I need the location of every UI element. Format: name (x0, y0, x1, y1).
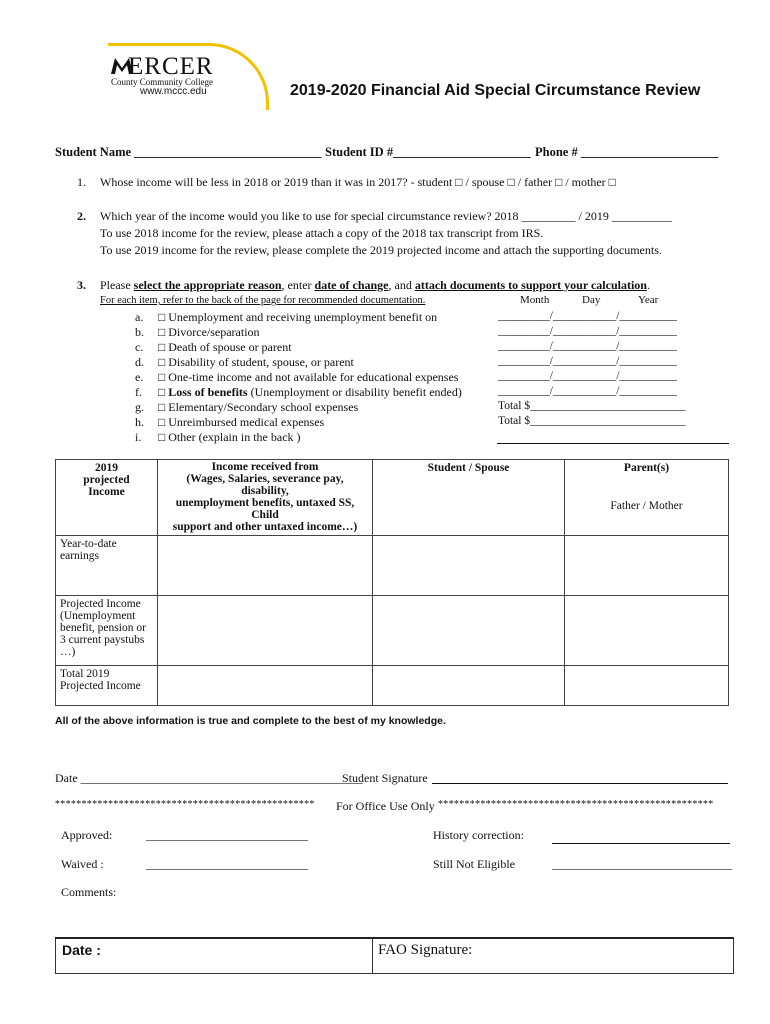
reason-item[interactable] (158, 400, 358, 415)
not-eligible-line[interactable]: ______________________________ (552, 857, 732, 871)
reason-item[interactable] (158, 370, 458, 385)
reason-letter: c. (135, 340, 144, 354)
q2-number: 2. (77, 209, 86, 223)
reason-item[interactable] (158, 430, 301, 445)
waived-line[interactable]: ___________________________ (146, 857, 308, 871)
reason-item[interactable] (158, 340, 292, 355)
income-table (55, 459, 729, 706)
reason-text: □ Unemployment and receiving unemployment benefit on (158, 310, 438, 324)
not-eligible-label: Still Not Eligible (433, 857, 516, 871)
reason-letter: i. (135, 430, 142, 444)
reason-letter: b. (135, 325, 144, 339)
cell-ytd-student[interactable] (373, 536, 565, 596)
office-use-label: For Office Use Only (336, 799, 435, 813)
student-name-field[interactable]: Student Name ______________________________ (55, 145, 322, 159)
reason-text: □ Elementary/Secondary school expenses (158, 400, 359, 414)
date-of-change-line[interactable]: _________/___________/__________ (498, 325, 677, 337)
q2-line3: To use 2019 income for the review, please complete the 2019 projected income and attach the supporting documents. (100, 243, 662, 257)
cell-total-parent[interactable] (565, 666, 729, 706)
reason-text: □ Divorce/separation (158, 325, 260, 339)
date-of-change-line[interactable]: _________/___________/__________ (498, 355, 677, 367)
reason-text: □ Unreimbursed medical expenses (158, 415, 325, 429)
reason-text: □ Death of spouse or parent (158, 340, 292, 354)
table-header-projected: 2019 projected Income (56, 460, 158, 536)
total-amount-line[interactable]: Total $___________________________ (498, 415, 686, 427)
stars-left: ************************************************* (55, 799, 315, 810)
reason-item[interactable] (158, 310, 437, 325)
table-header-parents (565, 460, 729, 536)
q2-line1[interactable]: Which year of the income would you like to use for special circumstance review? 2018 _________ / 2019 __________ (100, 209, 672, 223)
cell-total-student[interactable] (373, 666, 565, 706)
reason-letter: a. (135, 310, 144, 324)
reason-letter: h. (135, 415, 144, 429)
reason-text: □ One-time income and not available for educational expenses (158, 370, 459, 384)
reason-letter: f. (135, 385, 142, 399)
phone-field[interactable]: Phone # ______________________ (535, 145, 719, 159)
logo-subtitle: County Community College (111, 77, 214, 87)
q3-text-3: , enter (281, 278, 315, 292)
cell-ytd-source[interactable] (158, 536, 373, 596)
reason-item[interactable] (158, 385, 462, 400)
cell-projected-parent[interactable] (565, 596, 729, 666)
q1-number: 1. (77, 175, 86, 189)
reason-text: □ Other (explain in the back ) (158, 430, 301, 444)
parents-sublabel: Father / Mother (610, 500, 683, 512)
reason-rule (497, 443, 729, 444)
cell-projected-source[interactable] (158, 596, 373, 666)
row-label-projected: Projected Income (Unemployment benefit, pension or 3 current paystubs …) (56, 596, 158, 666)
q3-instruction (100, 278, 650, 293)
date-of-change-line[interactable]: _________/___________/__________ (498, 310, 677, 322)
attestation: All of the above information is true and complete to the best of my knowledge. (55, 715, 446, 727)
reason-letter: e. (135, 370, 144, 384)
footer-date-label: Date : (62, 942, 101, 958)
student-id-field[interactable]: Student ID #______________________ (325, 145, 531, 159)
q3-text-7: . (646, 278, 650, 292)
q3-text-4: date of change (314, 278, 389, 292)
date-of-change-line[interactable]: _________/___________/__________ (498, 385, 677, 397)
logo-website: www.mccc.edu (140, 86, 207, 97)
row-label-ytd: Year-to-date earnings (56, 536, 158, 596)
reason-letter: g. (135, 400, 144, 414)
parents-label: Parent(s) (623, 462, 670, 474)
comments-label: Comments: (61, 885, 117, 899)
history-label: History correction: (433, 828, 524, 842)
approved-label: Approved: (61, 828, 113, 842)
q3-number: 3. (77, 278, 86, 292)
reason-item[interactable] (158, 415, 324, 430)
q3-text-2: select the appropriate reason (133, 278, 282, 292)
q3-note: For each item, refer to the back of the page for recommended documentation. (100, 295, 426, 306)
q3-text-5: , and (388, 278, 415, 292)
cell-projected-student[interactable] (373, 596, 565, 666)
q3-text-6: attach documents to support your calculation (414, 278, 647, 292)
reason-rest-text: (Unemployment or disability benefit ended) (247, 385, 462, 399)
footer-date-box[interactable] (55, 937, 373, 974)
approved-line[interactable]: ___________________________ (146, 828, 308, 842)
footer-fao-box[interactable] (372, 937, 734, 974)
page-title: 2019-2020 Financial Aid Special Circumstance Review (290, 82, 701, 99)
reason-text: □ (158, 385, 169, 399)
date-of-change-line[interactable]: _________/___________/__________ (498, 370, 677, 382)
row-label-total: Total 2019 Projected Income (56, 666, 158, 706)
reason-item[interactable] (158, 325, 260, 340)
waived-label: Waived : (61, 857, 104, 871)
footer-fao-label: FAO Signature: (378, 942, 473, 958)
total-amount-line[interactable]: Total $___________________________ (498, 400, 686, 412)
date-field[interactable]: Date _______________________________________________ (55, 771, 363, 785)
col-day: Day (582, 294, 601, 306)
history-line[interactable] (552, 843, 730, 844)
cell-total-source[interactable] (158, 666, 373, 706)
q1-text[interactable]: Whose income will be less in 2018 or 2019 than it was in 2017? - student □ / spouse □ / father □ / mother □ (100, 175, 616, 189)
q2-line2: To use 2018 income for the review, please attach a copy of the 2018 tax transcript from IRS. (100, 226, 544, 240)
date-of-change-line[interactable]: _________/___________/__________ (498, 340, 677, 352)
signature-line[interactable] (432, 783, 728, 784)
income-source-title: Income received from (Wages, Salaries, severance pay, disability, unemployment benefits, untaxed SS, Child support and other untaxed income…) (172, 461, 358, 533)
reason-letter: d. (135, 355, 144, 369)
table-header-student-spouse: Student / Spouse (373, 460, 565, 536)
col-year: Year (638, 294, 659, 306)
stars-right: **************************************************** (438, 799, 714, 810)
col-month: Month (520, 294, 550, 306)
table-header-income-source (158, 460, 373, 536)
logo-wordmark: ERCER (128, 53, 214, 80)
cell-ytd-parent[interactable] (565, 536, 729, 596)
reason-text: □ Disability of student, spouse, or parent (158, 355, 354, 369)
signature-label: Student Signature (342, 771, 428, 785)
reason-bold-text: Loss of benefits (168, 385, 248, 399)
q3-text-1: Please (100, 278, 134, 292)
reason-item[interactable] (158, 355, 354, 370)
